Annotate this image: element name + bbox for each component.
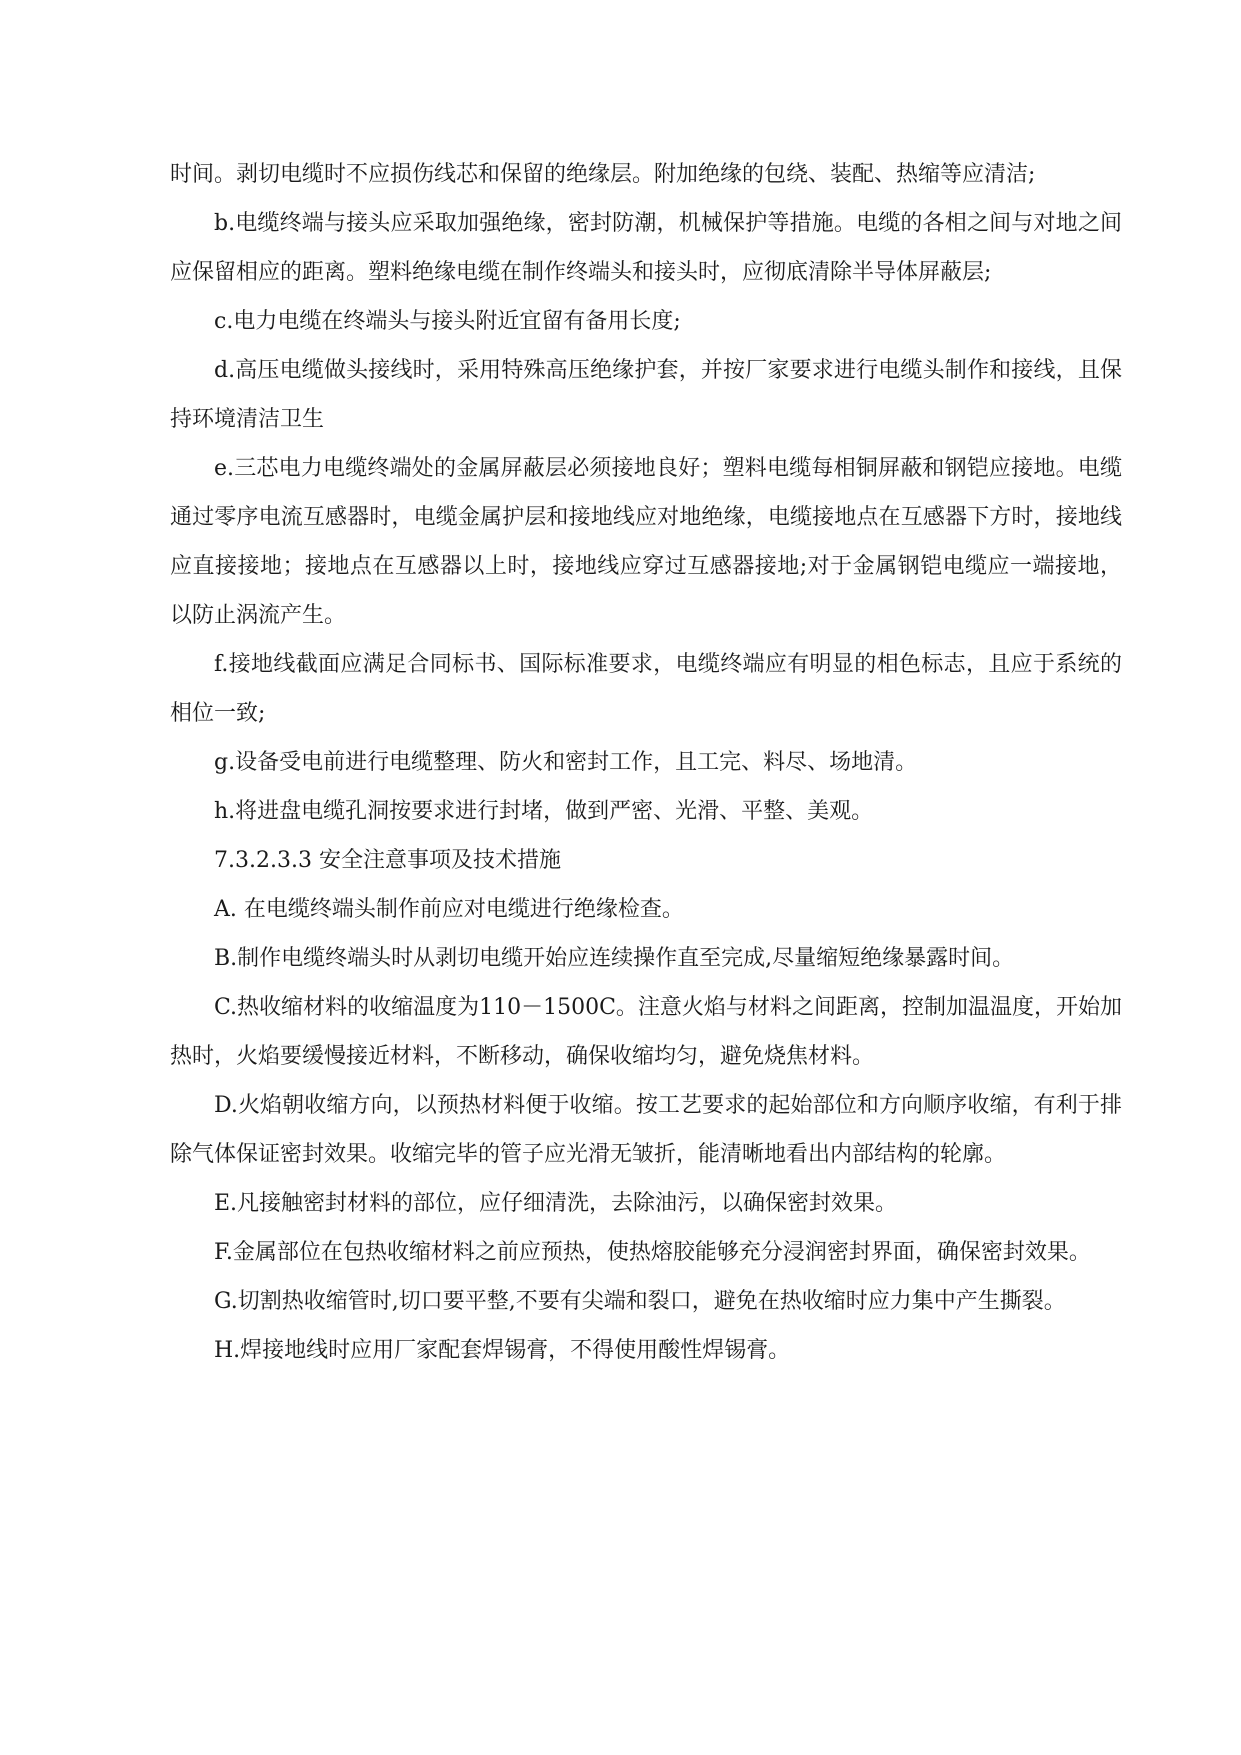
paragraph-item-e: e.三芯电力电缆终端处的金属屏蔽层必须接地良好；塑料电缆每相铜屏蔽和钢铠应接地。电缆通过零序电流互感器时，电缆金属护层和接地线应对地绝缘，电缆接地点在互感器下方时，接地线应直接接地；接地点在互感器以上时，接地线应穿过互感器接地;对于金属钢铠电缆应一端接地，以防止涡流产生。 bbox=[170, 456, 1122, 628]
paragraph-item-B: B.制作电缆终端头时从剥切电缆开始应连续操作直至完成,尽量缩短绝缘暴露时间。 bbox=[214, 946, 1015, 971]
paragraph-item-G: G.切割热收缩管时,切口要平整,不要有尖端和裂口，避免在热收缩时应力集中产生撕裂。 bbox=[214, 1289, 1066, 1314]
section-heading: 7.3.2.3.3 安全注意事项及技术措施 bbox=[214, 848, 561, 873]
paragraph-item-H: H.焊接地线时应用厂家配套焊锡膏，不得使用酸性焊锡膏。 bbox=[214, 1338, 791, 1363]
paragraph-item-h: h.将进盘电缆孔洞按要求进行封堵，做到严密、光滑、平整、美观。 bbox=[214, 799, 874, 824]
document-page bbox=[170, 150, 1122, 1375]
paragraph-item-C: C.热收缩材料的收缩温度为110－1500C。注意火焰与材料之间距离，控制加温温度，开始加热时，火焰要缓慢接近材料，不断移动，确保收缩均匀，避免烧焦材料。 bbox=[170, 995, 1122, 1069]
paragraph-item-A: A. 在电缆终端头制作前应对电缆进行绝缘检查。 bbox=[214, 897, 684, 922]
paragraph-item-E: E.凡接触密封材料的部位，应仔细清洗，去除油污，以确保密封效果。 bbox=[214, 1191, 898, 1216]
paragraph-item-b: b.电缆终端与接头应采取加强绝缘，密封防潮，机械保护等措施。电缆的各相之间与对地之间应保留相应的距离。塑料绝缘电缆在制作终端头和接头时，应彻底清除半导体屏蔽层; bbox=[170, 211, 1122, 285]
paragraph-item-g: g.设备受电前进行电缆整理、防火和密封工作，且工完、料尽、场地清。 bbox=[214, 750, 918, 775]
paragraph-item-F: F.金属部位在包热收缩材料之前应预热，使热熔胶能够充分浸润密封界面，确保密封效果。 bbox=[214, 1240, 1091, 1265]
paragraph-item-D: D.火焰朝收缩方向，以预热材料便于收缩。按工艺要求的起始部位和方向顺序收缩，有利于排除气体保证密封效果。收缩完毕的管子应光滑无皱折，能清晰地看出内部结构的轮廓。 bbox=[170, 1093, 1122, 1167]
paragraph-item-d: d.高压电缆做头接线时，采用特殊高压绝缘护套，并按厂家要求进行电缆头制作和接线，且保持环境清洁卫生 bbox=[170, 358, 1122, 432]
paragraph-continuation: 时间。剥切电缆时不应损伤线芯和保留的绝缘层。附加绝缘的包绕、装配、热缩等应清洁; bbox=[170, 162, 1036, 187]
paragraph-item-c: c.电力电缆在终端头与接头附近宜留有备用长度; bbox=[214, 309, 681, 334]
paragraph-item-f: f.接地线截面应满足合同标书、国际标准要求，电缆终端应有明显的相色标志，且应于系统的相位一致; bbox=[170, 652, 1122, 726]
